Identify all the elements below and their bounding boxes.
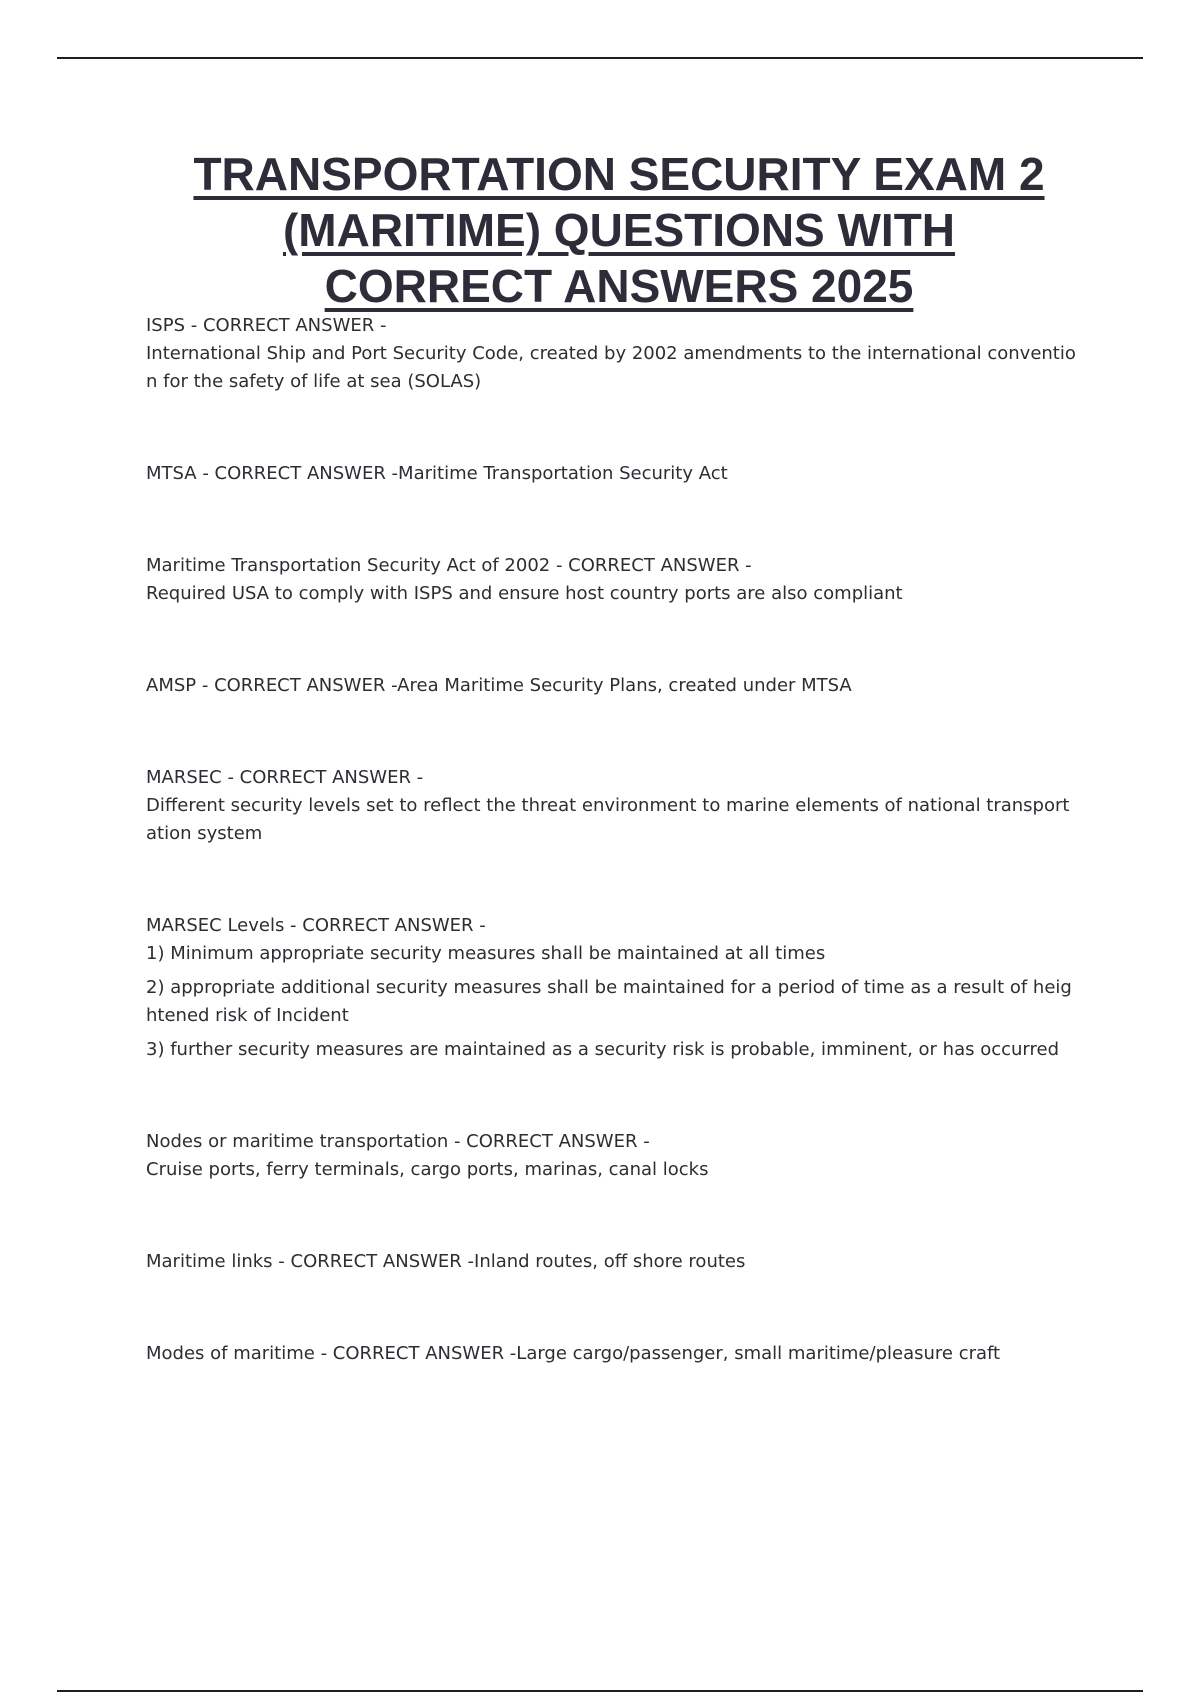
qa-entry-marsec: [146, 764, 1094, 848]
term: AMSP - CORRECT ANSWER -Area Maritime Security Plans, created under MTSA: [146, 675, 852, 696]
qa-entry-amsp: [146, 672, 1094, 700]
answer-line: ation system: [146, 823, 263, 844]
qa-entry-mtsa: [146, 460, 1094, 488]
document-title: [120, 146, 1118, 314]
level-item-2: [146, 974, 1094, 1030]
header-rule: [57, 57, 1143, 59]
title-line-3: CORRECT ANSWERS 2025: [324, 260, 914, 312]
title-line-1: TRANSPORTATION SECURITY EXAM 2: [193, 148, 1045, 200]
qa-entry-mtsa-2002: [146, 552, 1094, 608]
qa-list: [146, 312, 1094, 1432]
answer-line: htened risk of Incident: [146, 1005, 349, 1026]
qa-entry-marsec-levels: [146, 912, 1094, 1064]
term: Maritime links - CORRECT ANSWER -Inland routes, off shore routes: [146, 1251, 746, 1272]
level-item-1: [146, 940, 1094, 968]
qa-entry-links: [146, 1248, 1094, 1276]
footer-rule: [57, 1690, 1143, 1692]
answer-line: 3) further security measures are maintained as a security risk is probable, imminent, or has occurred: [146, 1039, 1059, 1060]
term: Modes of maritime - CORRECT ANSWER -Large cargo/passenger, small maritime/pleasure craft: [146, 1343, 1001, 1364]
answer-line: International Ship and Port Security Code, created by 2002 amendments to the international conventio: [146, 343, 1076, 364]
answer-line: 2) appropriate additional security measures shall be maintained for a period of time as a result of heig: [146, 977, 1072, 998]
answer-line: 1) Minimum appropriate security measures shall be maintained at all times: [146, 943, 826, 964]
answer-line: n for the safety of life at sea (SOLAS): [146, 371, 482, 392]
answer-line: Different security levels set to reflect the threat environment to marine elements of national transport: [146, 795, 1070, 816]
term: Nodes or maritime transportation - CORRECT ANSWER -: [146, 1131, 650, 1152]
qa-entry-modes: [146, 1340, 1094, 1368]
answer-line: Required USA to comply with ISPS and ensure host country ports are also compliant: [146, 583, 903, 604]
title-line-2: (MARITIME) QUESTIONS WITH: [282, 204, 956, 256]
qa-entry-isps: [146, 312, 1094, 396]
term: MARSEC Levels - CORRECT ANSWER -: [146, 915, 486, 936]
term: Maritime Transportation Security Act of 2002 - CORRECT ANSWER -: [146, 555, 752, 576]
level-item-3: [146, 1036, 1094, 1064]
term: MARSEC - CORRECT ANSWER -: [146, 767, 424, 788]
answer-line: Cruise ports, ferry terminals, cargo ports, marinas, canal locks: [146, 1159, 709, 1180]
term: MTSA - CORRECT ANSWER -Maritime Transportation Security Act: [146, 463, 728, 484]
qa-entry-nodes: [146, 1128, 1094, 1184]
term: ISPS - CORRECT ANSWER -: [146, 315, 387, 336]
